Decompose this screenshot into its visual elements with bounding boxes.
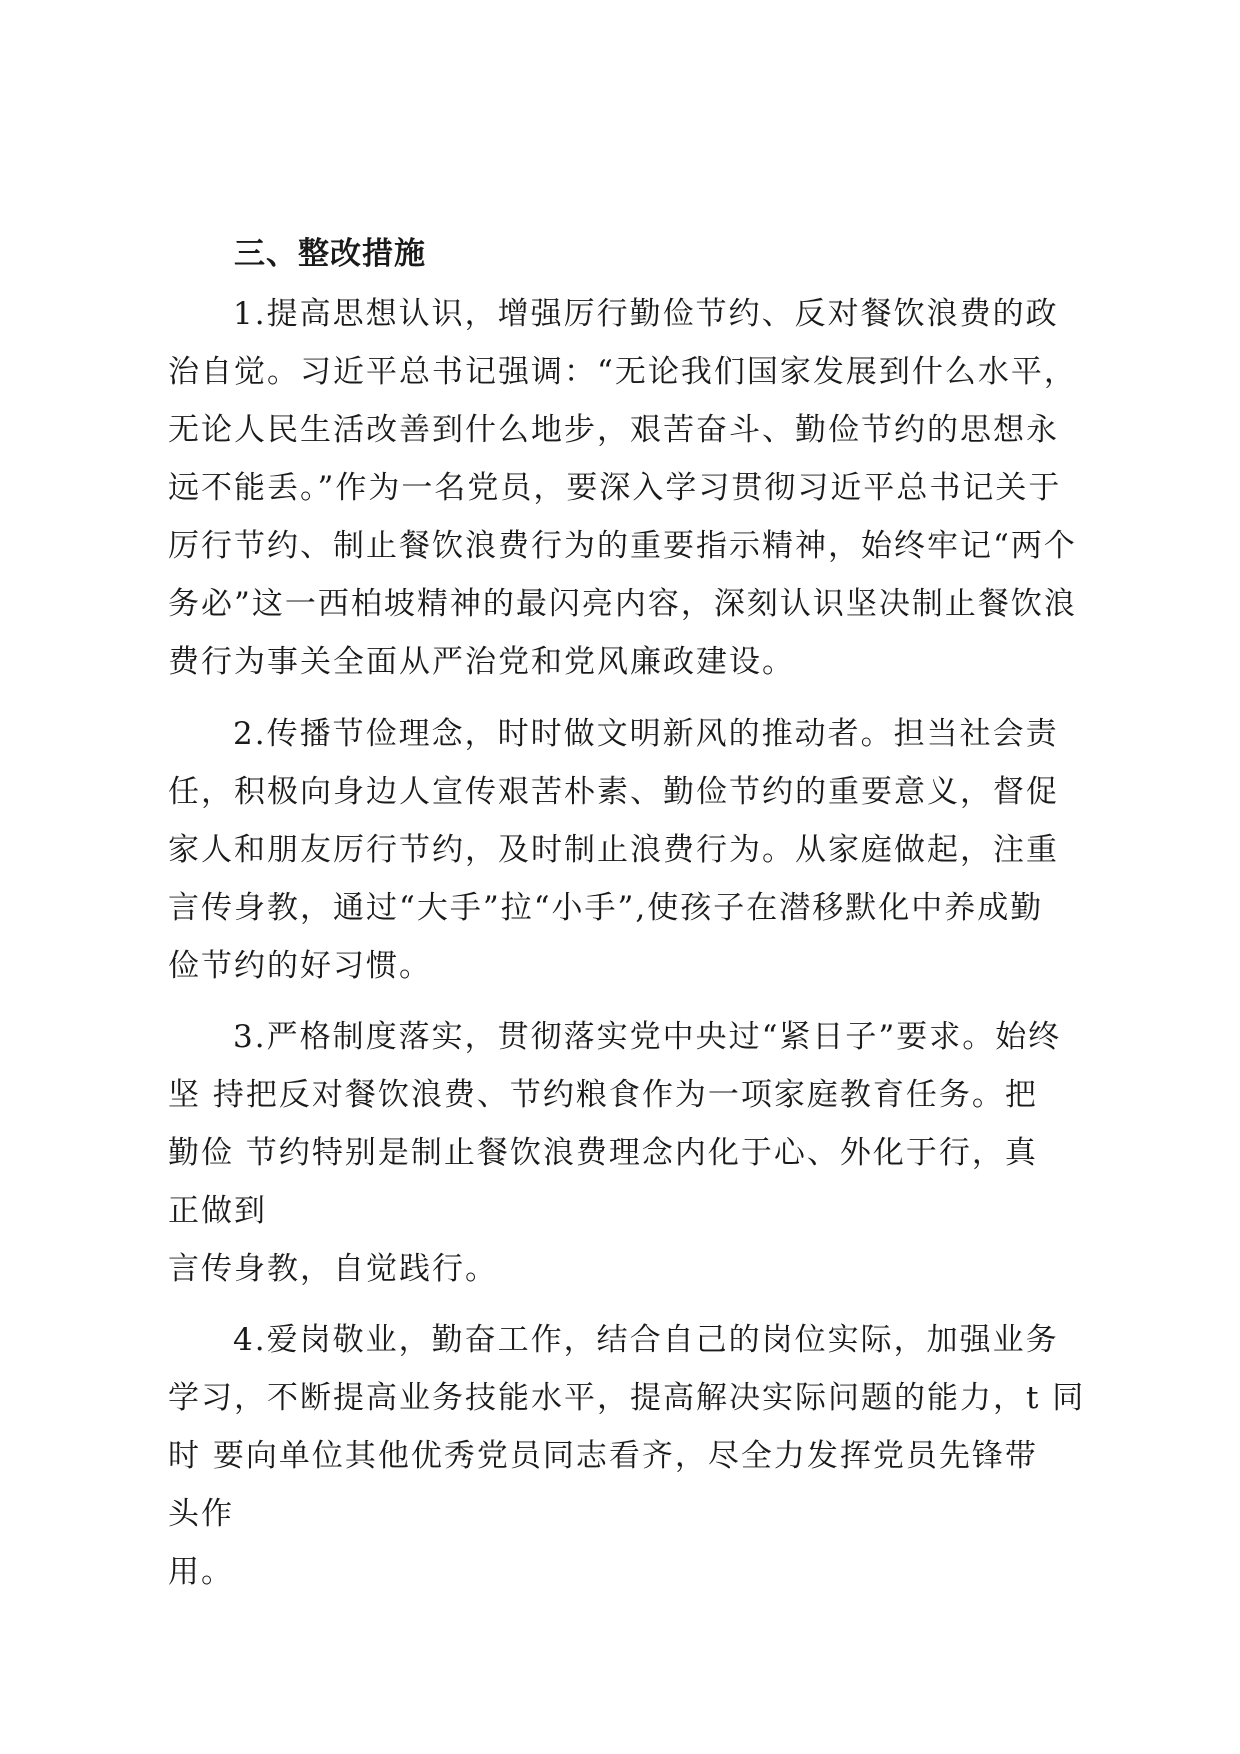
paragraph-line: 学习，不断提高业务技能水平，提高解决实际问题的能力，t 同: [168, 1380, 1086, 1416]
paragraph-line: 费行为事关全面从严治党和党风廉政建设。: [168, 644, 795, 680]
paragraph-line: 坚 持把反对餐饮浪费、节约粮食作为一项家庭教育任务。把: [168, 1077, 1038, 1113]
paragraph-line: 任，积极向身边人宣传艰苦朴素、勤俭节约的重要意义，督促: [168, 774, 1059, 810]
section-heading: 三、整改措施: [234, 236, 426, 272]
paragraph-line: 务必”这一西柏坡精神的最闪亮内容，深刻认识坚决制止餐饮浪: [168, 586, 1077, 622]
paragraph-line: 勤俭 节约特别是制止餐饮浪费理念内化于心、外化于行，真: [168, 1135, 1038, 1171]
paragraph-line: 厉行节约、制止餐饮浪费行为的重要指示精神，始终牢记“两个: [168, 528, 1077, 564]
paragraph-line: 2.传播节俭理念，时时做文明新风的推动者。担当社会责: [233, 716, 1059, 752]
paragraph-line: 1.提高思想认识，增强厉行勤俭节约、反对餐饮浪费的政: [233, 296, 1059, 332]
paragraph-line: 治自觉。习近平总书记强调：“无论我们国家发展到什么水平，: [168, 354, 1077, 390]
paragraph-line: 3.严格制度落实，贯彻落实党中央过“紧日子”要求。始终: [233, 1019, 1062, 1055]
paragraph-line: 家人和朋友厉行节约，及时制止浪费行为。从家庭做起，注重: [168, 832, 1059, 868]
paragraph-line: 用。: [168, 1554, 234, 1590]
paragraph-line: 4.爱岗敬业，勤奋工作，结合自己的岗位实际，加强业务: [233, 1322, 1059, 1358]
paragraph-line: 时 要向单位其他优秀党员同志看齐，尽全力发挥党员先锋带: [168, 1438, 1038, 1474]
paragraph-line: 远不能丢。”作为一名党员，要深入学习贯彻习近平总书记关于: [168, 470, 1062, 506]
paragraph-line: 正做到: [168, 1193, 267, 1229]
paragraph-line: 头作: [168, 1496, 234, 1532]
paragraph-line: 俭节约的好习惯。: [168, 948, 432, 984]
paragraph-line: 言传身教，通过“大手”拉“小手”,使孩子在潜移默化中养成勤: [168, 890, 1044, 926]
paragraph-line: 言传身教，自觉践行。: [168, 1251, 498, 1287]
paragraph-line: 无论人民生活改善到什么地步，艰苦奋斗、勤俭节约的思想永: [168, 412, 1059, 448]
